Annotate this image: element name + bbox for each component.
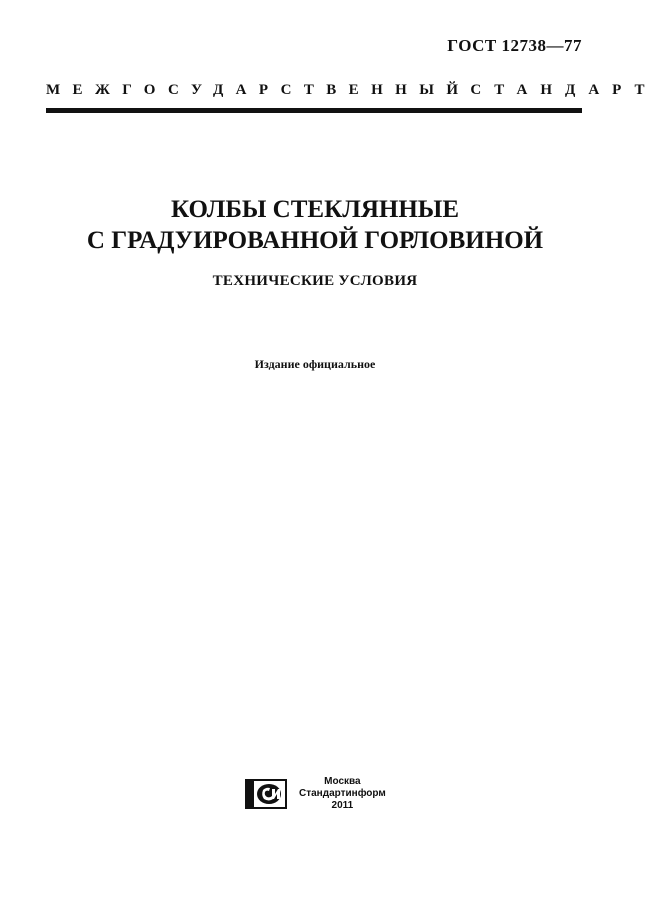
title-line-1: КОЛБЫ СТЕКЛЯННЫЕ <box>171 196 459 223</box>
title-line-2: С ГРАДУИРОВАННОЙ ГОРЛОВИНОЙ <box>86 227 544 254</box>
publication-year: 2011 <box>331 800 354 811</box>
header-rule <box>46 108 582 113</box>
document-subtitle: ТЕХНИЧЕСКИЕ УСЛОВИЯ <box>212 273 418 289</box>
standartinform-logo-icon <box>245 778 287 810</box>
standard-category-banner <box>46 82 658 99</box>
document-number: ГОСТ 12738—77 <box>447 36 582 55</box>
publisher-city: Москва <box>324 776 361 787</box>
document-title <box>0 194 630 256</box>
edition-note: Издание официальное <box>254 357 376 371</box>
category-word-interstate: МЕЖГОСУДАРСТВЕННЫЙ <box>46 82 471 98</box>
publisher-name: Стандартинформ <box>299 788 386 799</box>
category-word-standard: СТАНДАРТ <box>470 82 658 98</box>
publisher-imprint <box>299 776 386 812</box>
publisher-block <box>245 776 386 812</box>
